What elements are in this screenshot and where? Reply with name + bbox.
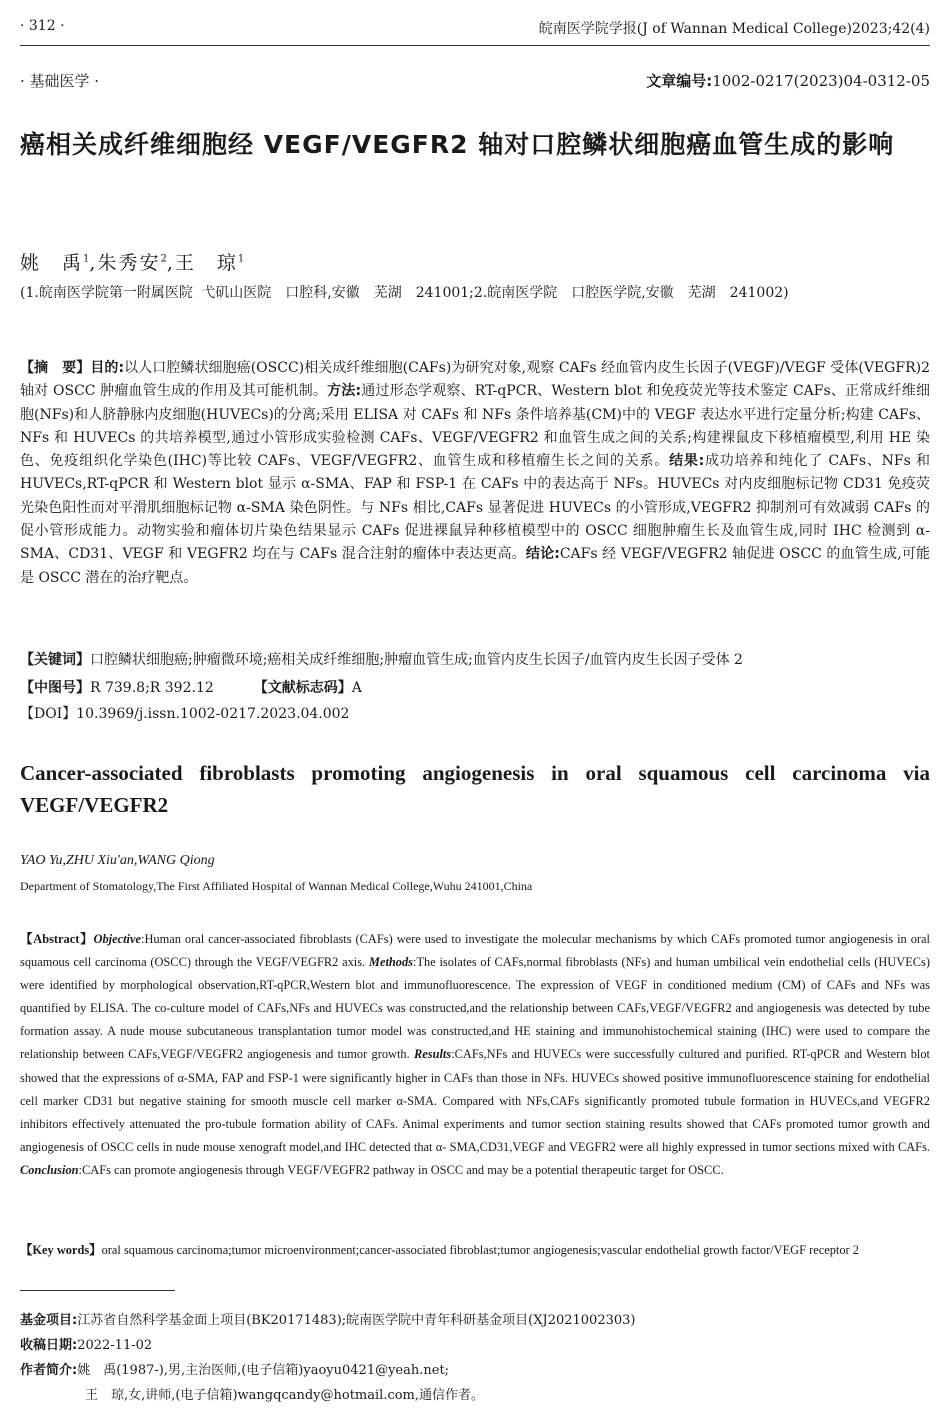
author-separator: , xyxy=(89,252,98,274)
abstract-label: 【摘 要】 xyxy=(20,360,91,376)
abstract-en-label: 【Abstract】 xyxy=(20,932,94,946)
conclusion-label: 结论: xyxy=(525,546,560,563)
received-footnote xyxy=(20,1334,152,1353)
author-footnote-2: 王 琼,女,讲师,(电子信箱)wangqcandy@hotmail.com,通信作者。 xyxy=(85,1388,485,1403)
section-label: · 基础医学 · xyxy=(20,72,100,90)
keywords-en-label: 【Key words】 xyxy=(20,1243,102,1257)
abstract-english xyxy=(20,928,930,1182)
author-1-affil: 1 xyxy=(83,253,90,265)
keywords-en-text: oral squamous carcinoma;tumor microenvironment;cancer-associated fibroblast;tumor angiogenesis;vascular endothelial growth factor/VEGF receptor 2 xyxy=(101,1243,859,1257)
doi-value: 10.3969/j.issn.1002-0217.2023.04.002 xyxy=(76,706,350,722)
classification-line xyxy=(20,677,362,697)
title-chinese: 癌相关成纤维细胞经 VEGF/VEGFR2 轴对口腔鳞状细胞癌血管生成的影响 xyxy=(20,130,895,159)
methods-en-text: :The isolates of CAFs,normal fibroblasts (NFs) and human umbilical vein endothelial cells (HUVECs) were identified by morphological observation,RT-qPCR,Western blot and immunofluorescence. The expression of VEGF in conditioned medium (CM) of CAFs and NFs was quantified by ELISA. The co-culture model of CAFs,NFs and HUVECs was constructed,and the relationship between CAFs,VEGF/VEGFR2 and angiogenesis was detected by tube formation assay. A nude mouse subcutaneous transplantation tumor model was constructed,and HE staining and immunohistochemical staining (IHC) were used to compare the relationship between CAFs,VEGF/VEGFR2 angiogenesis and tumor growth. xyxy=(20,955,930,1062)
clc-label: 【中图号】 xyxy=(20,680,90,696)
received-label: 收稿日期: xyxy=(20,1338,78,1353)
abstract-chinese xyxy=(20,357,930,590)
conclusion-text: CAFs 经 VEGF/VEGFR2 轴促进 OSCC 的血管生成,可能是 OSCC 潜在的治疗靶点。 xyxy=(20,546,930,586)
author-3: 王 琼 xyxy=(174,252,238,274)
results-en-text: :CAFs,NFs and HUVECs were successfully cultured and purified. RT-qPCR and Western blot showed that the expressions of α-SMA, FAP and FSP-1 were significantly higher in CAFs than those in NFs. HUVECs showed positive immunofluorescence staining for endothelial cell marker CD31 but negative staining for smooth muscle cell marker α-SMA. Compared with NFs,CAFs significantly promoted tubule formation in HUVECs,and VEGFR2 inhibitors effectively attenuated the pro-tubule formation ability of CAFs. Animal experiments and tumor section staining results showed that CAFs promoted tumor growth and angiogenesis of OSCC cells in nude mouse xenograft model,and IHC detected that α- SMA,CD31,VEGF and VEGFR2 were all highly expressed in tumor sections mixed with CAFs. xyxy=(20,1047,930,1154)
doc-code-value: A xyxy=(351,680,362,696)
results-en-label: Results xyxy=(414,1047,452,1062)
objective-en-text: :Human oral cancer-associated fibroblasts (CAFs) were used to investigate the molecular mechanisms by which CAFs promoted tumor angiogenesis in oral squamous cell carcinoma (OSCC) through the VEGF/VEGFR2 axis. xyxy=(20,932,930,970)
author-2-affil: 2 xyxy=(160,253,167,265)
objective-text: 以人口腔鳞状细胞癌(OSCC)相关成纤维细胞(CAFs)为研究对象,观察 CAFs 经血管内皮生长因子(VEGF)/VEGF 受体(VEGFR)2 轴对 OSCC 肿瘤血管生成的作用及其可能机制。 xyxy=(20,360,930,400)
fund-label: 基金项目: xyxy=(20,1313,78,1328)
fund-text: 江苏省自然科学基金面上项目(BK20171483);皖南医学院中青年科研基金项目(XJ2021002303) xyxy=(77,1313,636,1328)
results-text: 成功培养和纯化了 CAFs、NFs 和 HUVECs,RT-qPCR 和 Western blot 显示 α-SMA、FAP 和 FSP-1 在 CAFs 中的表达高于 NFs。HUVECs 对内皮细胞标记物 CD31 免疫荧光染色阳性而对平滑肌细胞标记物 α-SMA 染色阴性。与 NFs 相比,CAFs 显著促进 HUVECs 的小管形成,VEGFR2 抑制剂可有效减弱 CAFs 的促小管形成能力。动物实验和瘤体切片染色结果显示 CAFs 促进裸鼠异种移植模型中的 OSCC 细胞肿瘤生长及血管生成,同时 IHC 检测到 α-SMA、CD31、VEGF 和 VEGFR2 均在与 CAFs 混合注射的瘤体中表达更高。 xyxy=(20,453,930,563)
author-footnote xyxy=(20,1359,449,1378)
page-number: · 312 · xyxy=(20,18,65,34)
affiliation-chinese: (1.皖南医学院第一附属医院 弋矶山医院 口腔科,安徽 芜湖 241001;2.皖南医学院 口腔医学院,安徽 芜湖 241002) xyxy=(20,285,789,301)
affiliation-english: Department of Stomatology,The First Affiliated Hospital of Wannan Medical College,Wuhu 241001,China xyxy=(20,879,533,893)
author-separator: , xyxy=(166,252,175,274)
keywords-text: 口腔鳞状细胞癌;肿瘤微环境;癌相关成纤维细胞;肿瘤血管生成;血管内皮生长因子/血管内皮生长因子受体 2 xyxy=(90,652,743,668)
footnote-rule xyxy=(20,1290,175,1291)
keywords-label: 【关键词】 xyxy=(20,652,90,668)
fund-footnote xyxy=(20,1309,635,1328)
keywords-english xyxy=(20,1239,930,1263)
conclusion-en-label: Conclusion xyxy=(20,1162,79,1177)
objective-en-label: Objective xyxy=(93,932,142,946)
journal-citation: 皖南医学院学报(J of Wannan Medical College)2023;42(4) xyxy=(538,21,930,37)
methods-en-label: Methods xyxy=(368,955,413,970)
author-bio-1: 姚 禹(1987-),男,主治医师,(电子信箱)yaoyu0421@yeah.net; xyxy=(77,1363,450,1378)
clc-value: R 739.8;R 392.12 xyxy=(90,680,214,696)
received-date: 2022-11-02 xyxy=(77,1338,153,1353)
doc-code-label: 【文献标志码】 xyxy=(253,680,352,696)
methods-label: 方法: xyxy=(327,383,362,400)
doi-label: 【DOI】 xyxy=(20,706,77,722)
results-label: 结果: xyxy=(669,453,705,470)
conclusion-en-text: :CAFs can promote angiogenesis through VEGF/VEGFR2 pathway in OSCC and may be a potential therapeutic target for OSCC. xyxy=(78,1162,724,1177)
objective-label: 目的: xyxy=(90,360,125,376)
keywords-chinese xyxy=(20,649,930,672)
authors-english: YAO Yu,ZHU Xiu'an,WANG Qiong xyxy=(20,853,215,868)
article-number-value: 1002-0217(2023)04-0312-05 xyxy=(712,72,930,90)
author-bio-label: 作者简介: xyxy=(20,1363,78,1378)
author-3-affil: 1 xyxy=(237,253,245,265)
authors-chinese xyxy=(20,248,244,275)
doi-line xyxy=(20,703,349,723)
article-number xyxy=(646,70,930,91)
author-2: 朱秀安 xyxy=(97,252,161,274)
methods-text: 通过形态学观察、RT-qPCR、Western blot 和免疫荧光等技术鉴定 CAFs、正常成纤维细胞(NFs)和人脐静脉内皮细胞(HUVECs)的分离;采用 ELISA 对 CAFs 和 NFs 条件培养基(CM)中的 VEGF 表达水平进行定量分析;构建 CAFs、NFs 和 HUVECs 的共培养模型,通过小管形成实验检测 CAFs、VEGF/VEGFR2 和血管生成之间的关系;构建裸鼠皮下移植瘤模型,利用 HE 染色、免疫组织化学染色(IHC)等比较 CAFs、VEGF/VEGFR2、血管生成和移植瘤生长之间的关系。 xyxy=(20,383,930,470)
article-number-label: 文章编号: xyxy=(646,72,713,90)
header-rule xyxy=(20,45,930,46)
section-line xyxy=(20,70,930,92)
running-header xyxy=(20,18,930,40)
title-english: Cancer-associated fibroblasts promoting angiogenesis in oral squamous cell carcinoma via VEGF/VEGFR2 xyxy=(20,761,930,817)
author-1: 姚 禹 xyxy=(20,252,84,274)
